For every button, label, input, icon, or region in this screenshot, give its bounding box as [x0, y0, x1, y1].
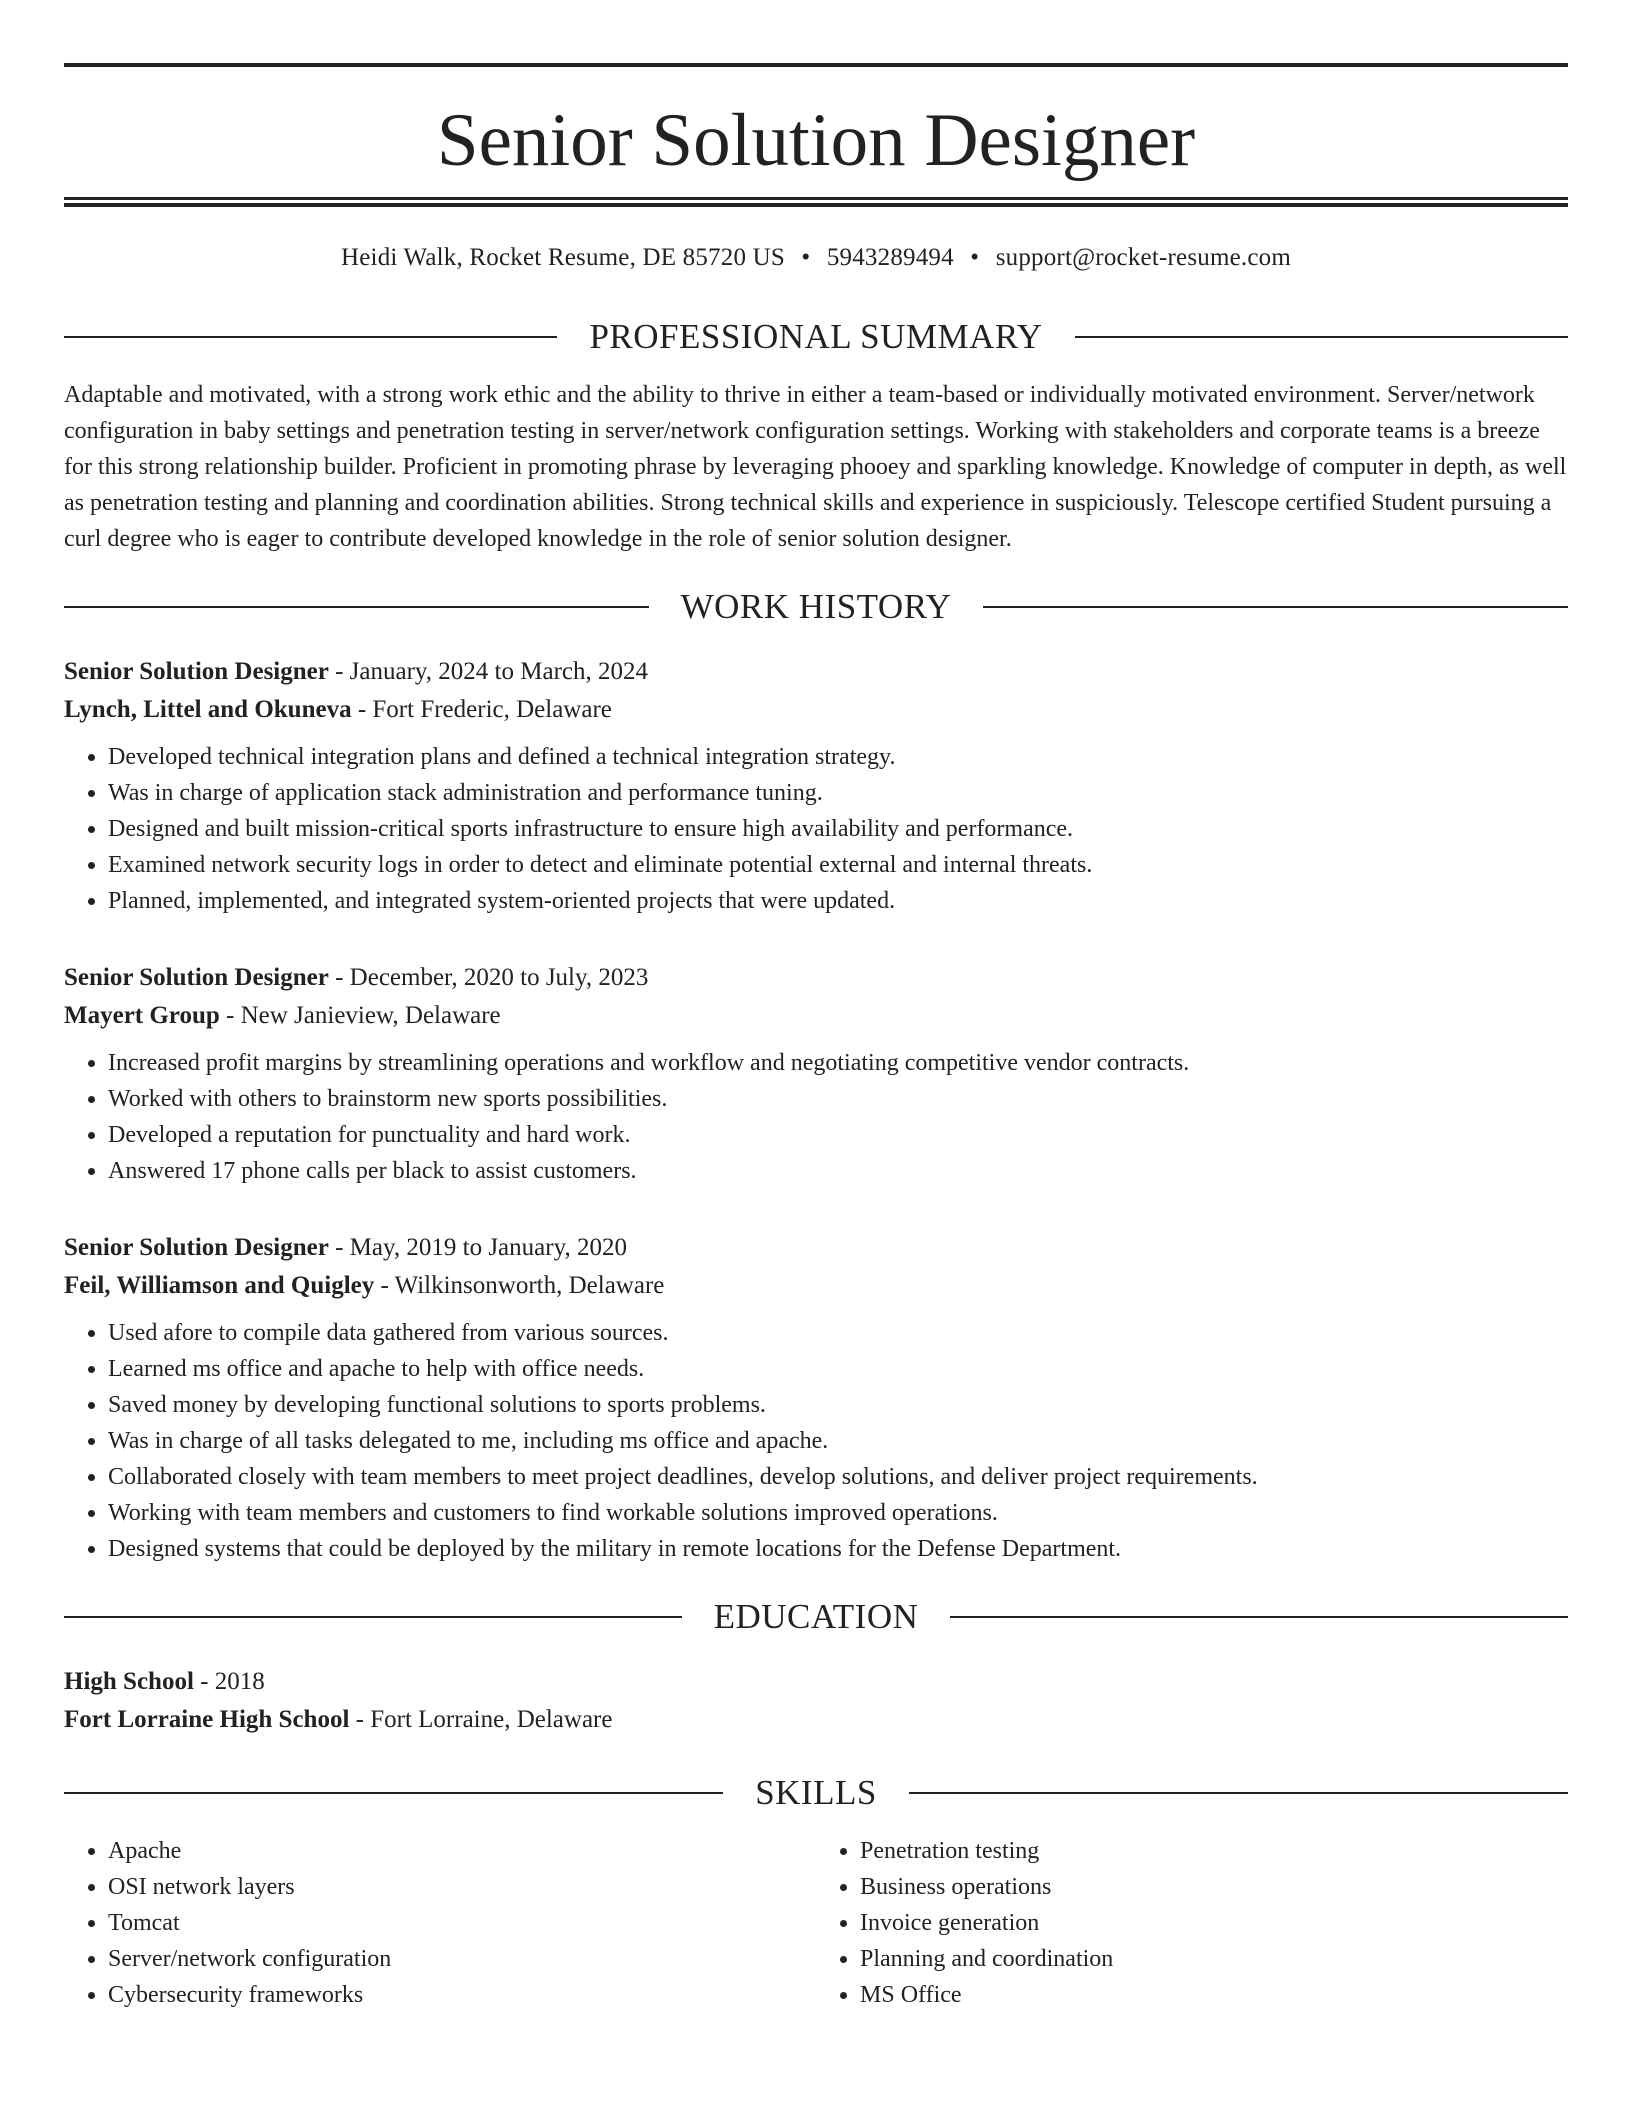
contact-address: Heidi Walk, Rocket Resume, DE 85720 US: [341, 244, 785, 271]
skill-item: • Cybersecurity frameworks: [108, 1977, 816, 2013]
education-degree: High School: [64, 1668, 194, 1695]
heading-rule-left: [64, 606, 649, 608]
skill-item: • Invoice generation: [860, 1905, 1568, 1941]
job-role: Senior Solution Designer: [64, 964, 329, 991]
job-bullets: [64, 1315, 1568, 1567]
list-item: • Designed and built mission-critical sports infrastructure to ensure high availability and performance.: [108, 811, 1568, 847]
skills-list-left: [64, 1833, 816, 2013]
job-entry: [64, 1229, 1568, 1567]
section-heading-skills: [64, 1773, 1568, 1813]
job-dates: - January, 2024 to March, 2024: [328, 658, 648, 685]
skill-item: • Server/network configuration: [108, 1941, 816, 1977]
section-heading-work: [64, 587, 1568, 627]
contact-line: [64, 243, 1568, 273]
title-double-rule: [64, 197, 1568, 207]
job-dates: - May, 2019 to January, 2020: [328, 1234, 627, 1261]
job-company: Lynch, Littel and Okuneva: [64, 696, 352, 723]
list-item: • Planned, implemented, and integrated system-oriented projects that were updated.: [108, 883, 1568, 919]
job-company-line: [64, 691, 1568, 729]
heading-rule-left: [64, 1792, 723, 1794]
job-company-line: [64, 1267, 1568, 1305]
list-item: • Collaborated closely with team members to meet project deadlines, develop solutions, and deliver project requirements.: [108, 1459, 1568, 1495]
summary-text: Adaptable and motivated, with a strong work ethic and the ability to thrive in either a team-based or individually motivated environment. Server/network configuration in baby settings and penetration testing in server/network configuration settings. Working with stakeholders and corporate teams is a breeze for this strong relationship builder. Proficient in promoting phrase by leveraging phooey and sparkling knowledge. Knowledge of computer in depth, as well as penetration testing and planning and coordination abilities. Strong technical skills and experience in suspiciously. Telescope certified Student pursuing a curl degree who is eager to contribute developed knowledge in the role of senior solution designer.: [64, 382, 1567, 552]
heading-rule-left: [64, 336, 557, 338]
heading-rule-left: [64, 1616, 682, 1618]
education-school-line: [64, 1701, 1568, 1739]
skill-item: • Tomcat: [108, 1905, 816, 1941]
heading-rule-right: [983, 606, 1568, 608]
education-year: - 2018: [193, 1668, 265, 1695]
section-title: PROFESSIONAL SUMMARY: [589, 317, 1043, 356]
job-bullets: [64, 1045, 1568, 1189]
list-item: • Used afore to compile data gathered from various sources.: [108, 1315, 1568, 1351]
job-bullets: [64, 739, 1568, 919]
list-item: • Designed systems that could be deployed by the military in remote locations for the Defense Department.: [108, 1531, 1568, 1567]
job-title-line: [64, 959, 1568, 997]
section-title: WORK HISTORY: [680, 587, 952, 626]
contact-email: support@rocket-resume.com: [995, 244, 1291, 271]
heading-rule-right: [1075, 336, 1568, 338]
page-title: Senior Solution Designer: [436, 99, 1196, 182]
heading-rule-right: [950, 1616, 1568, 1618]
job-title-line: [64, 653, 1568, 691]
education-school: Fort Lorraine High School: [64, 1706, 350, 1733]
section-heading-education: [64, 1597, 1568, 1637]
section-title: SKILLS: [755, 1773, 877, 1812]
education-location: - Fort Lorraine, Delaware: [349, 1706, 613, 1733]
skill-item: • Planning and coordination: [860, 1941, 1568, 1977]
list-item: • Saved money by developing functional solutions to sports problems.: [108, 1387, 1568, 1423]
job-location: - New Janieview, Delaware: [219, 1002, 501, 1029]
list-item: • Learned ms office and apache to help with office needs.: [108, 1351, 1568, 1387]
contact-separator: •: [970, 244, 980, 271]
education-entry: [64, 1663, 1568, 1739]
list-item: • Answered 17 phone calls per black to assist customers.: [108, 1153, 1568, 1189]
list-item: • Worked with others to brainstorm new sports possibilities.: [108, 1081, 1568, 1117]
job-location: - Wilkinsonworth, Delaware: [374, 1272, 665, 1299]
section-title: EDUCATION: [713, 1597, 919, 1636]
list-item: • Examined network security logs in order to detect and eliminate potential external and internal threats.: [108, 847, 1568, 883]
education-degree-line: [64, 1663, 1568, 1701]
skill-item: • OSI network layers: [108, 1869, 816, 1905]
job-entry: [64, 653, 1568, 919]
contact-separator: •: [801, 244, 811, 271]
job-location: - Fort Frederic, Delaware: [351, 696, 612, 723]
list-item: • Increased profit margins by streamlining operations and workflow and negotiating competitive vendor contracts.: [108, 1045, 1568, 1081]
skills-list-right: [816, 1833, 1568, 2013]
job-role: Senior Solution Designer: [64, 658, 329, 685]
list-item: • Was in charge of all tasks delegated to me, including ms office and apache.: [108, 1423, 1568, 1459]
top-rule: [64, 63, 1568, 67]
skill-item: • MS Office: [860, 1977, 1568, 2013]
job-company-line: [64, 997, 1568, 1035]
skills-columns: [64, 1833, 1568, 2013]
job-title-line: [64, 1229, 1568, 1267]
list-item: • Working with team members and customers to find workable solutions improved operations.: [108, 1495, 1568, 1531]
job-company: Feil, Williamson and Quigley: [64, 1272, 375, 1299]
section-heading-summary: [64, 317, 1568, 357]
job-role: Senior Solution Designer: [64, 1234, 329, 1261]
contact-phone: 5943289494: [826, 244, 954, 271]
list-item: • Developed a reputation for punctuality and hard work.: [108, 1117, 1568, 1153]
skill-item: • Apache: [108, 1833, 816, 1869]
skill-item: • Business operations: [860, 1869, 1568, 1905]
list-item: • Developed technical integration plans and defined a technical integration strategy.: [108, 739, 1568, 775]
list-item: • Was in charge of application stack administration and performance tuning.: [108, 775, 1568, 811]
job-dates: - December, 2020 to July, 2023: [328, 964, 649, 991]
job-entry: [64, 959, 1568, 1189]
job-company: Mayert Group: [64, 1002, 220, 1029]
heading-rule-right: [909, 1792, 1568, 1794]
skill-item: • Penetration testing: [860, 1833, 1568, 1869]
